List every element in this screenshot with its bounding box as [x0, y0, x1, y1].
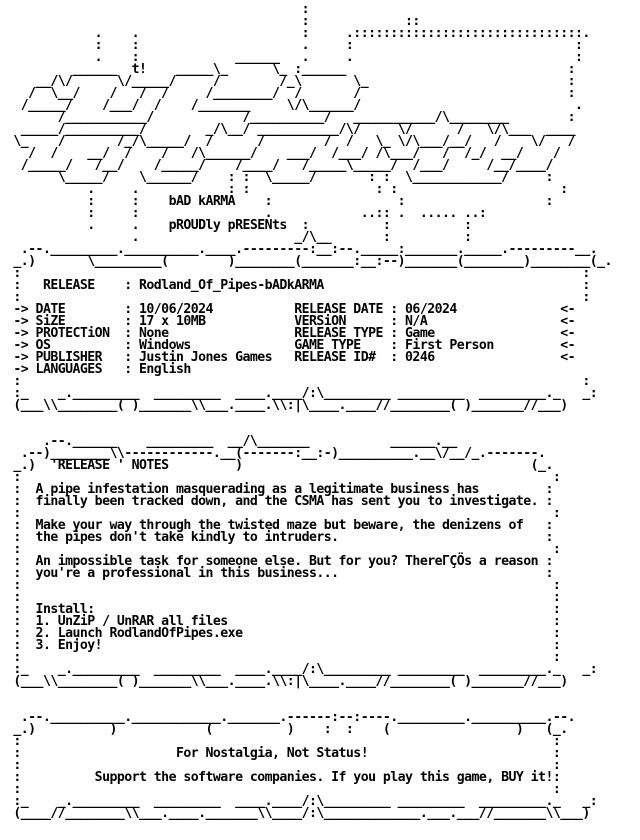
nfo-line: _____/__________/ _/\__/ ___________/\/ \/ / \/\___ ____ — [6, 122, 575, 137]
nfo-line: : : . ..:: . ..... ..: — [6, 206, 487, 221]
nfo-line: : RELEASE : Rodland_Of_Pipes-bADkARMA : — [6, 278, 590, 293]
nfo-line: _.) 'RELEASE ' NOTES ) (_. — [6, 458, 553, 473]
nfo-line: : Install: : — [6, 602, 561, 617]
nfo-line: . . : .:::::::::::::::::::::::::::::::. — [6, 26, 590, 41]
nfo-line: -> LANGUAGES : English — [6, 362, 191, 377]
nfo-line: : Make your way through the twisted maze but beware, the denizens of : — [6, 518, 553, 533]
nfo-line: : finally been tracked down, and the CSMA has sent you to investigate. : — [6, 494, 553, 509]
nfo-line: :_ _._________ _________ ____.____/:\_________ _________ _________._ _: — [6, 794, 598, 809]
nfo-line: .--._________.__________.____.---------:__:--._____:_______._____.---------__. — [6, 242, 598, 257]
nfo-line: (___\\________( )_______\\___.____.\\:|\____.____//________( )_______//___) — [6, 398, 568, 413]
nfo-line: : : — [6, 542, 561, 557]
nfo-line: \_____/ \______/ : : \_____/ : : \____________/ : — [6, 170, 553, 185]
nfo-line: :_ _._________ _________ ____.____/:\_________ _________ _________._ _: — [6, 662, 598, 677]
nfo-line: : : — [6, 734, 561, 749]
nfo-line: : : — [6, 590, 561, 605]
nfo-line: : For Nostalgia, Not Status! : — [6, 746, 561, 761]
nfo-line: -> OS : Windows GAME TYPE : First Person <- — [6, 338, 575, 353]
nfo-line: : Support the software companies. If you play this game, BUY it!: — [6, 770, 561, 785]
nfo-line: -> DATE : 10/06/2024 RELEASE DATE : 06/2024 <- — [6, 302, 575, 317]
nfo-line: . . : : : : : — [6, 182, 568, 197]
nfo-line: .--)________\\------------.__(-------:__:-)__________.__\/__/_.-------. — [6, 446, 546, 461]
nfo-line: .--.______ _________ __/\_______ ______.__ — [6, 434, 457, 449]
nfo-line: : : — [6, 506, 561, 521]
nfo-line: : : — [6, 470, 561, 485]
nfo-line: \_ / /_/\_____/ / / / / \_ \/\___/__/ / \/ / — [6, 134, 575, 149]
nfo-line: _.) ) ( ) : : ( ) (_. — [6, 722, 568, 737]
nfo-line: -> SiZE : 17 x 10MB VERSiON : N/A <- — [6, 314, 575, 329]
nfo-line: : : . : : — [6, 38, 583, 53]
nfo-line: :_ _._________ _________ ____.____/:\_________ _________ _________._ _: — [6, 386, 598, 401]
nfo-line: / / __/ / / /\______/ ___/ /___/ /\___/ / /_/ __/ / — [6, 146, 561, 161]
nfo-line: /___________/ /__________/ ___________/\________ : — [6, 110, 575, 125]
nfo-line: : : — [6, 758, 561, 773]
nfo-line: : you're a professional in this business... : — [6, 566, 553, 581]
nfo-line: ______ t! _____\_ \_ :______ : — [6, 62, 575, 77]
nfo-line: . _/\__ : : — [6, 230, 472, 245]
nfo-line: : :: — [6, 14, 420, 29]
nfo-line: / \__/ / / / /________/ / / : — [6, 86, 575, 101]
nfo-line: : : — [6, 266, 590, 281]
nfo-line: /_____/ /___/ / /_______ \/\______/ . — [6, 98, 583, 113]
nfo-line: : : — [6, 578, 561, 593]
nfo-line: (___\\________( )_______\\___.____.\\:|\____.____//________( )_______//___) — [6, 674, 568, 689]
nfo-art-block — [6, 4, 612, 820]
nfo-line: : : bAD kARMA : : : — [6, 194, 553, 209]
nfo-line: : 3. Enjoy! : — [6, 638, 561, 653]
nfo-line: : — [6, 2, 309, 17]
nfo-line — [6, 412, 612, 424]
nfo-line: . . pROUDly pRESENts : : : — [6, 218, 472, 233]
nfo-line: /_____/ /__/ /_____/ /____/ /_____\_____/ /___/ /__/____/ — [6, 158, 553, 173]
nfo-line: : the pipes don't take kindly to intruders. : — [6, 530, 553, 545]
nfo-line: : : — [6, 650, 561, 665]
nfo-line: : A pipe infestation masquerading as a legitimate business has : — [6, 482, 553, 497]
nfo-line: : : — [6, 290, 590, 305]
nfo-line: (____//________\\___.____._______\\____/:\_____________.___.___//_______\\___) — [6, 806, 590, 821]
nfo-line — [6, 688, 612, 700]
nfo-line: : : — [6, 782, 561, 797]
nfo-line: -> PROTECTiON : None RELEASE TYPE : Game <- — [6, 326, 575, 341]
nfo-line: : 1. UnZiP / UnRAR all files : — [6, 614, 561, 629]
nfo-line: : An impossible task for someone else. But for you? ThereΓÇÖs a reason : — [6, 554, 553, 569]
nfo-line: . : ______ . . : — [6, 50, 583, 65]
nfo-line: : : — [6, 374, 590, 389]
nfo-line: .--.__________.____________._______.------:--:----._________.__________.--. — [6, 710, 575, 725]
nfo-line: -> PUBLISHER : Justin Jones Games RELEASE ID# : 0246 <- — [6, 350, 575, 365]
nfo-line: : 2. Launch RodlandOfPipes.exe : — [6, 626, 561, 641]
nfo-line: _.) \_________( )________(_______:__:--)_______(________)________(_. — [6, 254, 612, 269]
nfo-line: __/\/ \/_____/ / /_\ \_ : — [6, 74, 575, 89]
